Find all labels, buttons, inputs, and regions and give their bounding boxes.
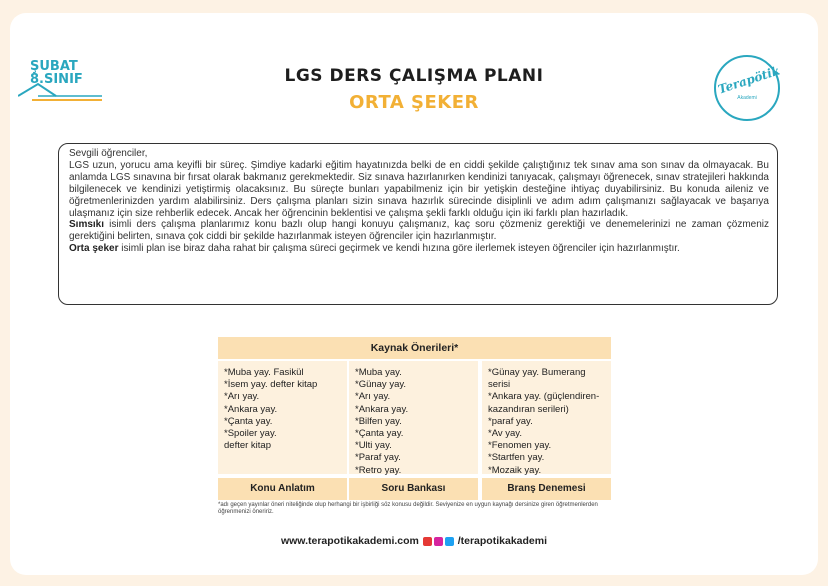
intro-paragraph-3 <box>69 243 769 255</box>
youtube-icon[interactable] <box>423 537 432 546</box>
plan-name-simsiki: Sımsıkı <box>69 219 105 231</box>
resource-table-header: Kaynak Önerileri* <box>218 337 611 359</box>
intro-paragraph-1: LGS uzun, yorucu ama keyifli bir süreç. Şimdiye kadarki eğitim hayatınızda belki de en ciddi şekilde çalıştığınız tek sınav ama son sınav da olmayacak. Bu anlamda LGS sınavına bir fırsat olarak bakmanız gerekmektedir. Siz sınava hazırlanırken kendinizi tanıyacak, çalışmayı öğrenecek, sınav stratejileri hakkında bilgilenecek ve kendinizi yetiştirmiş olacaksınız. Bu süreçte bunları yapabilmeniz için bir yetişkin desteğine ihtiyaç duyabilirsiniz. Bu konuda aileniz ve öğretmenlerinizden yardım alabilirsiniz. Ders çalışma planları sizin sınava hazırlık sürecinde disiplinli ve adım adım çalışmanızı sağlayacak ve başarıya ulaşmanız için size rehberlik edecek. Ancak her öğrencinin beklentisi ve çalışma şekli farklı olduğu için iki farklı plan hazırladık. <box>69 159 769 219</box>
website-link[interactable]: www.terapotikakademi.com <box>280 535 419 547</box>
resource-list-konu: *Muba yay. Fasikül *İsem yay. defter kitap *Arı yay. *Ankara yay. *Çanta yay. *Spoiler yay. defter kitap <box>224 367 318 452</box>
resource-column-konu <box>218 361 347 474</box>
intro-paragraph-3-text: isimli plan ise biraz daha rahat bir çalışma süreci geçirmek ve kendi hızına göre ilerlemek isteyen öğrenciler için hazırlanmıştır. <box>118 243 680 255</box>
disclaimer-note: *adı geçen yayınlar öneri niteliğinde olup herhangi bir işbirliği söz konusu değildir. Seviyenize en uygun kaynağı dersinize giren öğretmenlerden öğrenmenizi öneririz. <box>218 502 598 515</box>
brand-logo <box>714 55 780 121</box>
badge-month: ŞUBAT <box>30 59 78 74</box>
resource-list-soru: *Muba yay. *Günay yay. *Arı yay. *Ankara yay. *Bilfen yay. *Çanta yay. *Ulti yay. *Paraf yay. *Retro yay. <box>355 367 409 476</box>
page-subtitle: ORTA ŞEKER <box>349 92 479 113</box>
intro-paragraph-2-text: isimli ders çalışma planlarımız konu bazlı olup hangi konuyu çalışmanız, kaç soru çözmeniz gerektiği ve denemelerinizi ne zaman çözmeniz gerektiğini belirten, sınava çok ciddi bir şekilde hazırlanmak isteyen öğrenciler için hazırlanmıştır. <box>69 219 769 243</box>
resource-column-soru <box>349 361 478 474</box>
resource-column-brans <box>482 361 611 474</box>
logo-name: Terapötik <box>716 63 782 97</box>
instagram-icon[interactable] <box>434 537 443 546</box>
plan-name-orta-seker: Orta şeker <box>69 243 119 255</box>
intro-greeting: Sevgili öğrenciler, <box>69 148 148 159</box>
intro-paragraph-2 <box>69 219 769 243</box>
footer-contact <box>0 535 828 547</box>
intro-box <box>58 143 778 305</box>
resource-footer-brans: Branş Denemesi <box>482 478 611 500</box>
badge-grade: 8.SINIF <box>30 72 83 87</box>
logo-sub: Akademi <box>737 95 757 101</box>
resource-footer-soru: Soru Bankası <box>349 478 478 500</box>
page-title: LGS DERS ÇALIŞMA PLANI <box>284 66 544 86</box>
social-handle[interactable]: /terapotikakademi <box>457 535 548 547</box>
resource-list-brans: *Günay yay. Bumerang serisi *Ankara yay. (güçlendiren-kazandıran serileri) *paraf yay. *Av yay. *Fenomen yay. *Startfen yay. *Mozaik yay. <box>488 367 600 476</box>
twitter-icon[interactable] <box>445 537 454 546</box>
resource-footer-konu: Konu Anlatım <box>218 478 347 500</box>
